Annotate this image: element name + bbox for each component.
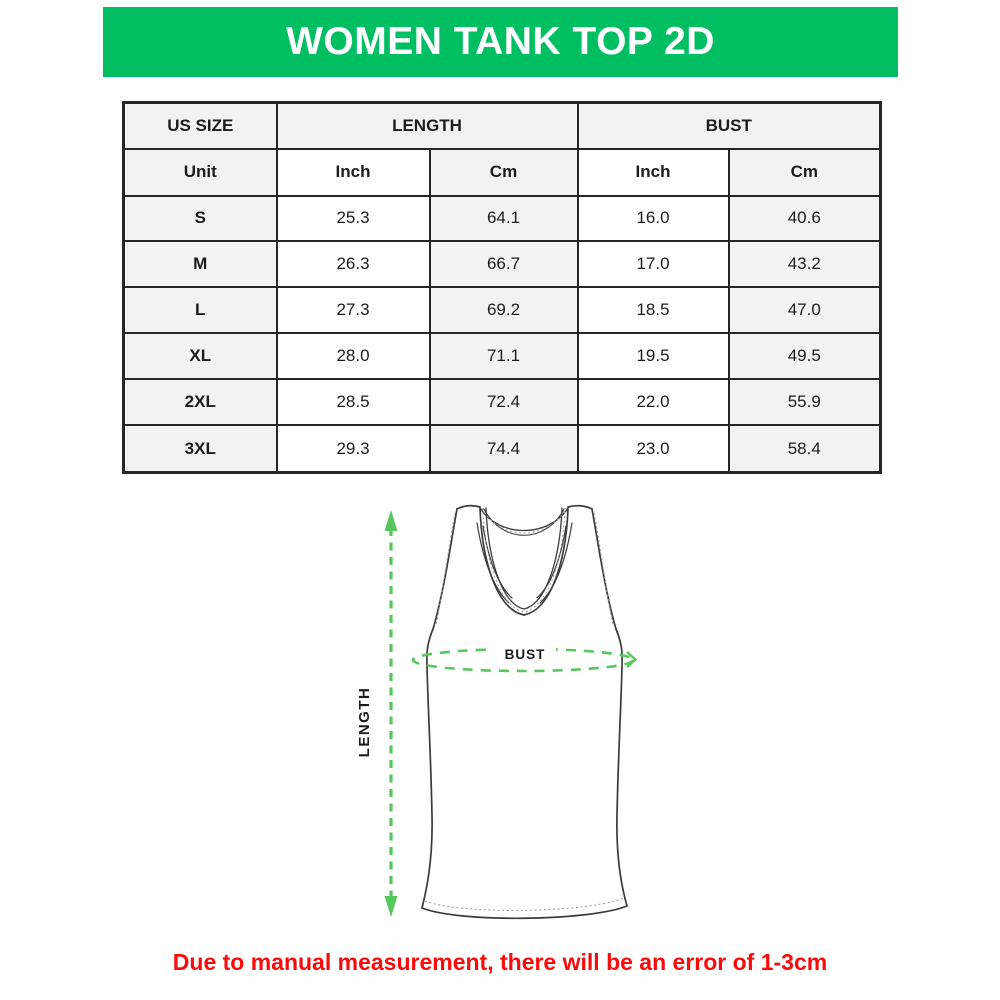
stitch-hem (425, 898, 624, 910)
bust-inch-value: 22.0 (578, 379, 729, 425)
length-cm-value: 74.4 (430, 425, 578, 472)
table-unit-row (124, 149, 881, 196)
bust-cm-value: 47.0 (729, 287, 881, 333)
bust-cm-value: 43.2 (729, 241, 881, 287)
unit-label: Unit (124, 149, 277, 196)
bust-inch-value: 23.0 (578, 425, 729, 472)
header-bust: BUST (578, 103, 881, 149)
title-banner (103, 7, 898, 77)
tank-top-diagram (348, 494, 682, 941)
size-label: 3XL (124, 425, 277, 472)
bust-annotation (413, 645, 636, 671)
neckband-inner (486, 508, 562, 609)
size-chart-table (122, 101, 882, 474)
back-neckline-outer (480, 508, 568, 531)
size-label: 2XL (124, 379, 277, 425)
stitch-back-neckline (482, 509, 566, 533)
table-row (124, 196, 881, 242)
measurement-error-note: Due to manual measurement, there will be an error of 1-3cm (172, 949, 828, 975)
length-cm-value: 72.4 (430, 379, 578, 425)
bust-inch-value: 16.0 (578, 196, 729, 242)
back-neckline-inner (484, 509, 564, 535)
stitch-lines (425, 508, 624, 910)
armhole-right (592, 509, 616, 629)
length-cm-label: Cm (430, 149, 578, 196)
page-title: WOMEN TANK TOP 2D (286, 20, 715, 63)
length-annotation (356, 510, 398, 917)
table-row (124, 333, 881, 379)
length-arrowhead-down (385, 896, 398, 917)
table-row (124, 379, 881, 425)
length-inch-value: 26.3 (277, 241, 430, 287)
length-cm-value: 69.2 (430, 287, 578, 333)
length-inch-value: 29.3 (277, 425, 430, 472)
strap-top-left (457, 506, 480, 509)
bust-inch-value: 18.5 (578, 287, 729, 333)
table-row (124, 425, 881, 472)
length-inch-value: 28.0 (277, 333, 430, 379)
length-cm-value: 66.7 (430, 241, 578, 287)
table-header-row (124, 103, 881, 149)
table-row (124, 287, 881, 333)
bust-inch-value: 19.5 (578, 333, 729, 379)
bust-inch-value: 17.0 (578, 241, 729, 287)
bust-cm-value: 40.6 (729, 196, 881, 242)
bust-arrow-tip (627, 652, 636, 667)
length-cm-value: 71.1 (430, 333, 578, 379)
length-arrowhead-up (385, 510, 398, 531)
bust-cm-label: Cm (729, 149, 881, 196)
size-label: L (124, 287, 277, 333)
tank-top-drawing (422, 506, 627, 919)
bust-inch-label: Inch (578, 149, 729, 196)
header-length: LENGTH (277, 103, 578, 149)
side-seam-right (616, 629, 627, 906)
bust-cm-value: 49.5 (729, 333, 881, 379)
bust-label: BUST (504, 647, 546, 662)
side-seam-left (422, 629, 433, 908)
bust-cm-value: 55.9 (729, 379, 881, 425)
strap-top-right (568, 506, 592, 509)
length-inch-label: Inch (277, 149, 430, 196)
length-inch-value: 28.5 (277, 379, 430, 425)
armhole-left (433, 509, 457, 629)
header-us-size: US SIZE (124, 103, 277, 149)
length-inch-value: 27.3 (277, 287, 430, 333)
size-label: S (124, 196, 277, 242)
length-label: LENGTH (356, 686, 373, 758)
length-inch-value: 25.3 (277, 196, 430, 242)
table-row (124, 241, 881, 287)
hem-line (422, 906, 627, 918)
size-label: M (124, 241, 277, 287)
size-label: XL (124, 333, 277, 379)
bust-cm-value: 58.4 (729, 425, 881, 472)
length-cm-value: 64.1 (430, 196, 578, 242)
